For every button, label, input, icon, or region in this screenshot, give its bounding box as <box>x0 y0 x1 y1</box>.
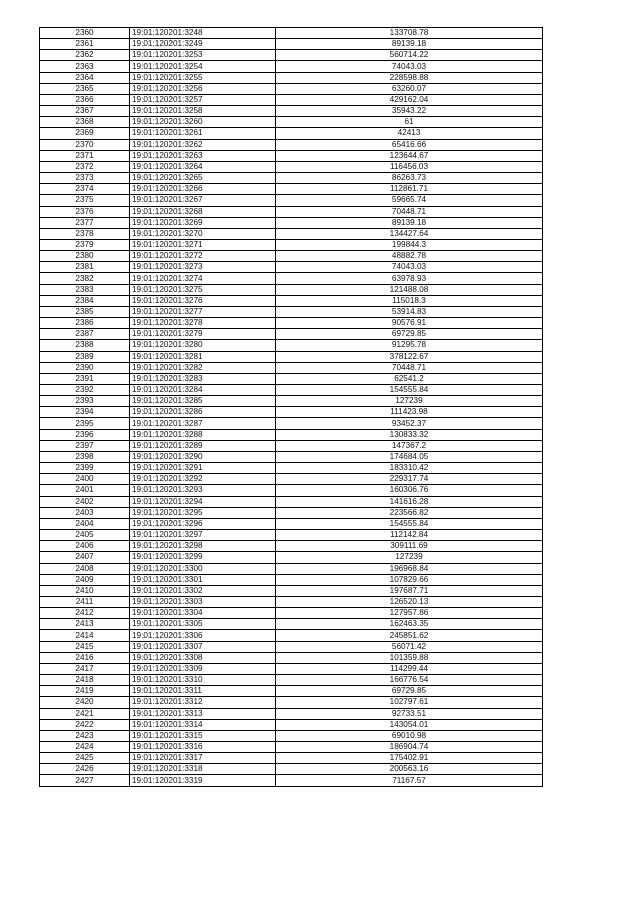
table-row <box>40 150 543 161</box>
table-row <box>40 663 543 674</box>
row-number-cell: 2395 <box>40 418 130 429</box>
cadastral-number-cell: 19:01:120201:3310 <box>130 675 276 686</box>
amount-cell: 133708.78 <box>276 28 543 39</box>
table-row <box>40 217 543 228</box>
cadastral-number-cell: 19:01:120201:3298 <box>130 541 276 552</box>
cadastral-number-cell: 19:01:120201:3254 <box>130 61 276 72</box>
row-number-cell: 2365 <box>40 83 130 94</box>
row-number-cell: 2360 <box>40 28 130 39</box>
row-number-cell: 2383 <box>40 284 130 295</box>
table-row <box>40 239 543 250</box>
amount-cell: 53914.83 <box>276 306 543 317</box>
table-row <box>40 641 543 652</box>
table-row <box>40 552 543 563</box>
amount-cell: 63260.07 <box>276 83 543 94</box>
table-row <box>40 318 543 329</box>
row-number-cell: 2373 <box>40 173 130 184</box>
row-number-cell: 2378 <box>40 228 130 239</box>
amount-cell: 378122.67 <box>276 351 543 362</box>
amount-cell: 112142.84 <box>276 530 543 541</box>
amount-cell: 228598.88 <box>276 72 543 83</box>
table-row <box>40 340 543 351</box>
row-number-cell: 2427 <box>40 775 130 786</box>
cadastral-number-cell: 19:01:120201:3264 <box>130 161 276 172</box>
cadastral-number-cell: 19:01:120201:3282 <box>130 362 276 373</box>
table-row <box>40 530 543 541</box>
table-row <box>40 652 543 663</box>
cadastral-number-cell: 19:01:120201:3257 <box>130 94 276 105</box>
amount-cell: 223566.82 <box>276 507 543 518</box>
table-row <box>40 351 543 362</box>
row-number-cell: 2406 <box>40 541 130 552</box>
row-number-cell: 2400 <box>40 474 130 485</box>
row-number-cell: 2370 <box>40 139 130 150</box>
cadastral-number-cell: 19:01:120201:3290 <box>130 451 276 462</box>
amount-cell: 229317.74 <box>276 474 543 485</box>
table-row <box>40 585 543 596</box>
cadastral-number-cell: 19:01:120201:3315 <box>130 730 276 741</box>
cadastral-number-cell: 19:01:120201:3269 <box>130 217 276 228</box>
table-row <box>40 106 543 117</box>
amount-cell: 560714.22 <box>276 50 543 61</box>
amount-cell: 89139.18 <box>276 39 543 50</box>
cadastral-number-cell: 19:01:120201:3306 <box>130 630 276 641</box>
table-row <box>40 730 543 741</box>
table-row <box>40 306 543 317</box>
table-row <box>40 753 543 764</box>
row-number-cell: 2386 <box>40 318 130 329</box>
row-number-cell: 2368 <box>40 117 130 128</box>
row-number-cell: 2426 <box>40 764 130 775</box>
table-row <box>40 228 543 239</box>
amount-cell: 147367.2 <box>276 440 543 451</box>
row-number-cell: 2384 <box>40 295 130 306</box>
cadastral-number-cell: 19:01:120201:3318 <box>130 764 276 775</box>
table-row <box>40 764 543 775</box>
table-row <box>40 596 543 607</box>
amount-cell: 69010.98 <box>276 730 543 741</box>
amount-cell: 112861.71 <box>276 184 543 195</box>
cadastral-number-cell: 19:01:120201:3299 <box>130 552 276 563</box>
cadastral-number-cell: 19:01:120201:3289 <box>130 440 276 451</box>
row-number-cell: 2407 <box>40 552 130 563</box>
amount-cell: 175402.91 <box>276 753 543 764</box>
table-row <box>40 742 543 753</box>
cadastral-number-cell: 19:01:120201:3316 <box>130 742 276 753</box>
amount-cell: 123644.67 <box>276 150 543 161</box>
cadastral-number-cell: 19:01:120201:3293 <box>130 485 276 496</box>
amount-cell: 63978.93 <box>276 273 543 284</box>
row-number-cell: 2414 <box>40 630 130 641</box>
cadastral-number-cell: 19:01:120201:3307 <box>130 641 276 652</box>
cadastral-number-cell: 19:01:120201:3281 <box>130 351 276 362</box>
cadastral-number-cell: 19:01:120201:3283 <box>130 373 276 384</box>
table-row <box>40 273 543 284</box>
row-number-cell: 2398 <box>40 451 130 462</box>
cadastral-number-cell: 19:01:120201:3304 <box>130 608 276 619</box>
amount-cell: 160306.76 <box>276 485 543 496</box>
amount-cell: 127239 <box>276 396 543 407</box>
amount-cell: 245851.62 <box>276 630 543 641</box>
cadastral-number-cell: 19:01:120201:3308 <box>130 652 276 663</box>
row-number-cell: 2387 <box>40 329 130 340</box>
table-row <box>40 262 543 273</box>
cadastral-number-cell: 19:01:120201:3300 <box>130 563 276 574</box>
table-row <box>40 184 543 195</box>
cadastral-number-cell: 19:01:120201:3284 <box>130 385 276 396</box>
row-number-cell: 2375 <box>40 195 130 206</box>
table-row <box>40 117 543 128</box>
cadastral-number-cell: 19:01:120201:3256 <box>130 83 276 94</box>
row-number-cell: 2403 <box>40 507 130 518</box>
table-row <box>40 574 543 585</box>
amount-cell: 309111.69 <box>276 541 543 552</box>
row-number-cell: 2410 <box>40 585 130 596</box>
amount-cell: 71167.57 <box>276 775 543 786</box>
table-row <box>40 28 543 39</box>
row-number-cell: 2385 <box>40 306 130 317</box>
table-row <box>40 195 543 206</box>
row-number-cell: 2389 <box>40 351 130 362</box>
row-number-cell: 2402 <box>40 496 130 507</box>
cadastral-number-cell: 19:01:120201:3305 <box>130 619 276 630</box>
cadastral-number-cell: 19:01:120201:3262 <box>130 139 276 150</box>
row-number-cell: 2421 <box>40 708 130 719</box>
row-number-cell: 2399 <box>40 463 130 474</box>
table-row <box>40 463 543 474</box>
cadastral-number-cell: 19:01:120201:3267 <box>130 195 276 206</box>
row-number-cell: 2424 <box>40 742 130 753</box>
cadastral-number-cell: 19:01:120201:3294 <box>130 496 276 507</box>
row-number-cell: 2423 <box>40 730 130 741</box>
amount-cell: 127239 <box>276 552 543 563</box>
table-row <box>40 675 543 686</box>
row-number-cell: 2397 <box>40 440 130 451</box>
row-number-cell: 2374 <box>40 184 130 195</box>
table-body <box>40 28 543 787</box>
row-number-cell: 2366 <box>40 94 130 105</box>
table-row <box>40 139 543 150</box>
row-number-cell: 2391 <box>40 373 130 384</box>
row-number-cell: 2393 <box>40 396 130 407</box>
cadastral-number-cell: 19:01:120201:3314 <box>130 719 276 730</box>
cadastral-number-cell: 19:01:120201:3297 <box>130 530 276 541</box>
table-row <box>40 39 543 50</box>
row-number-cell: 2376 <box>40 206 130 217</box>
table-row <box>40 161 543 172</box>
cadastral-number-cell: 19:01:120201:3271 <box>130 239 276 250</box>
cadastral-number-cell: 19:01:120201:3248 <box>130 28 276 39</box>
amount-cell: 61 <box>276 117 543 128</box>
table-row <box>40 373 543 384</box>
amount-cell: 199844.3 <box>276 239 543 250</box>
cadastral-number-cell: 19:01:120201:3260 <box>130 117 276 128</box>
amount-cell: 183310.42 <box>276 463 543 474</box>
cadastral-number-cell: 19:01:120201:3278 <box>130 318 276 329</box>
cadastral-number-cell: 19:01:120201:3313 <box>130 708 276 719</box>
table-row <box>40 206 543 217</box>
cadastral-number-cell: 19:01:120201:3270 <box>130 228 276 239</box>
cadastral-number-cell: 19:01:120201:3311 <box>130 686 276 697</box>
cadastral-number-cell: 19:01:120201:3272 <box>130 251 276 262</box>
table-row <box>40 329 543 340</box>
cadastral-number-cell: 19:01:120201:3291 <box>130 463 276 474</box>
row-number-cell: 2372 <box>40 161 130 172</box>
row-number-cell: 2379 <box>40 239 130 250</box>
amount-cell: 93452.37 <box>276 418 543 429</box>
table-row <box>40 563 543 574</box>
table-row <box>40 284 543 295</box>
table-row <box>40 94 543 105</box>
row-number-cell: 2381 <box>40 262 130 273</box>
row-number-cell: 2412 <box>40 608 130 619</box>
table-row <box>40 507 543 518</box>
amount-cell: 114299.44 <box>276 663 543 674</box>
amount-cell: 92733.51 <box>276 708 543 719</box>
cadastral-number-cell: 19:01:120201:3301 <box>130 574 276 585</box>
row-number-cell: 2417 <box>40 663 130 674</box>
amount-cell: 186904.74 <box>276 742 543 753</box>
row-number-cell: 2405 <box>40 530 130 541</box>
table-row <box>40 708 543 719</box>
amount-cell: 59665.74 <box>276 195 543 206</box>
amount-cell: 162463.35 <box>276 619 543 630</box>
row-number-cell: 2369 <box>40 128 130 139</box>
cadastral-number-cell: 19:01:120201:3295 <box>130 507 276 518</box>
amount-cell: 116456.03 <box>276 161 543 172</box>
table-row <box>40 72 543 83</box>
row-number-cell: 2425 <box>40 753 130 764</box>
table-row <box>40 608 543 619</box>
amount-cell: 74043.03 <box>276 61 543 72</box>
cadastral-number-cell: 19:01:120201:3263 <box>130 150 276 161</box>
table-row <box>40 518 543 529</box>
amount-cell: 42413 <box>276 128 543 139</box>
row-number-cell: 2408 <box>40 563 130 574</box>
table-row <box>40 128 543 139</box>
row-number-cell: 2364 <box>40 72 130 83</box>
row-number-cell: 2371 <box>40 150 130 161</box>
table-row <box>40 630 543 641</box>
amount-cell: 102797.61 <box>276 697 543 708</box>
cadastral-number-cell: 19:01:120201:3258 <box>130 106 276 117</box>
row-number-cell: 2380 <box>40 251 130 262</box>
amount-cell: 70448.71 <box>276 362 543 373</box>
table-row <box>40 719 543 730</box>
cadastral-number-cell: 19:01:120201:3274 <box>130 273 276 284</box>
table-row <box>40 295 543 306</box>
amount-cell: 154555.84 <box>276 518 543 529</box>
table-row <box>40 697 543 708</box>
amount-cell: 70448.71 <box>276 206 543 217</box>
cadastral-number-cell: 19:01:120201:3312 <box>130 697 276 708</box>
cadastral-number-cell: 19:01:120201:3280 <box>130 340 276 351</box>
row-number-cell: 2392 <box>40 385 130 396</box>
amount-cell: 111423.98 <box>276 407 543 418</box>
table-row <box>40 619 543 630</box>
row-number-cell: 2390 <box>40 362 130 373</box>
amount-cell: 69729.85 <box>276 329 543 340</box>
row-number-cell: 2363 <box>40 61 130 72</box>
row-number-cell: 2419 <box>40 686 130 697</box>
table-row <box>40 775 543 786</box>
data-table <box>39 27 543 787</box>
amount-cell: 143054.01 <box>276 719 543 730</box>
amount-cell: 429162.04 <box>276 94 543 105</box>
cadastral-number-cell: 19:01:120201:3255 <box>130 72 276 83</box>
cadastral-number-cell: 19:01:120201:3287 <box>130 418 276 429</box>
row-number-cell: 2388 <box>40 340 130 351</box>
cadastral-number-cell: 19:01:120201:3296 <box>130 518 276 529</box>
cadastral-number-cell: 19:01:120201:3279 <box>130 329 276 340</box>
cadastral-number-cell: 19:01:120201:3302 <box>130 585 276 596</box>
amount-cell: 197687.71 <box>276 585 543 596</box>
cadastral-number-cell: 19:01:120201:3303 <box>130 596 276 607</box>
cadastral-number-cell: 19:01:120201:3286 <box>130 407 276 418</box>
cadastral-number-cell: 19:01:120201:3265 <box>130 173 276 184</box>
cadastral-number-cell: 19:01:120201:3285 <box>130 396 276 407</box>
amount-cell: 154555.84 <box>276 385 543 396</box>
amount-cell: 65416.66 <box>276 139 543 150</box>
row-number-cell: 2394 <box>40 407 130 418</box>
cadastral-number-cell: 19:01:120201:3288 <box>130 429 276 440</box>
amount-cell: 130833.32 <box>276 429 543 440</box>
table-row <box>40 50 543 61</box>
cadastral-number-cell: 19:01:120201:3277 <box>130 306 276 317</box>
amount-cell: 141616.28 <box>276 496 543 507</box>
amount-cell: 48882.78 <box>276 251 543 262</box>
table-row <box>40 440 543 451</box>
amount-cell: 174684.05 <box>276 451 543 462</box>
row-number-cell: 2415 <box>40 641 130 652</box>
table-row <box>40 686 543 697</box>
amount-cell: 101359.88 <box>276 652 543 663</box>
amount-cell: 91295.78 <box>276 340 543 351</box>
amount-cell: 134427.64 <box>276 228 543 239</box>
cadastral-number-cell: 19:01:120201:3275 <box>130 284 276 295</box>
cadastral-number-cell: 19:01:120201:3317 <box>130 753 276 764</box>
cadastral-number-cell: 19:01:120201:3261 <box>130 128 276 139</box>
table-row <box>40 396 543 407</box>
row-number-cell: 2367 <box>40 106 130 117</box>
amount-cell: 115018.3 <box>276 295 543 306</box>
cadastral-number-cell: 19:01:120201:3253 <box>130 50 276 61</box>
cadastral-number-cell: 19:01:120201:3249 <box>130 39 276 50</box>
table-row <box>40 418 543 429</box>
row-number-cell: 2413 <box>40 619 130 630</box>
table-row <box>40 83 543 94</box>
amount-cell: 90576.91 <box>276 318 543 329</box>
table-row <box>40 474 543 485</box>
amount-cell: 200563.16 <box>276 764 543 775</box>
cadastral-number-cell: 19:01:120201:3266 <box>130 184 276 195</box>
amount-cell: 121488.08 <box>276 284 543 295</box>
table-row <box>40 541 543 552</box>
row-number-cell: 2416 <box>40 652 130 663</box>
table-row <box>40 451 543 462</box>
amount-cell: 69729.85 <box>276 686 543 697</box>
amount-cell: 196968.84 <box>276 563 543 574</box>
amount-cell: 166776.54 <box>276 675 543 686</box>
cadastral-number-cell: 19:01:120201:3319 <box>130 775 276 786</box>
cadastral-number-cell: 19:01:120201:3276 <box>130 295 276 306</box>
row-number-cell: 2409 <box>40 574 130 585</box>
table-row <box>40 385 543 396</box>
row-number-cell: 2401 <box>40 485 130 496</box>
row-number-cell: 2404 <box>40 518 130 529</box>
table-row <box>40 496 543 507</box>
cadastral-number-cell: 19:01:120201:3268 <box>130 206 276 217</box>
table-row <box>40 429 543 440</box>
amount-cell: 74043.03 <box>276 262 543 273</box>
table-row <box>40 407 543 418</box>
amount-cell: 107829.66 <box>276 574 543 585</box>
table-row <box>40 61 543 72</box>
table-row <box>40 485 543 496</box>
row-number-cell: 2361 <box>40 39 130 50</box>
amount-cell: 35943.22 <box>276 106 543 117</box>
row-number-cell: 2396 <box>40 429 130 440</box>
cadastral-number-cell: 19:01:120201:3273 <box>130 262 276 273</box>
amount-cell: 127957.86 <box>276 608 543 619</box>
row-number-cell: 2377 <box>40 217 130 228</box>
cadastral-number-cell: 19:01:120201:3292 <box>130 474 276 485</box>
cadastral-number-cell: 19:01:120201:3309 <box>130 663 276 674</box>
table-row <box>40 251 543 262</box>
amount-cell: 86263.73 <box>276 173 543 184</box>
table-row <box>40 362 543 373</box>
row-number-cell: 2382 <box>40 273 130 284</box>
row-number-cell: 2362 <box>40 50 130 61</box>
row-number-cell: 2420 <box>40 697 130 708</box>
row-number-cell: 2422 <box>40 719 130 730</box>
row-number-cell: 2418 <box>40 675 130 686</box>
table-row <box>40 173 543 184</box>
amount-cell: 56071.42 <box>276 641 543 652</box>
row-number-cell: 2411 <box>40 596 130 607</box>
amount-cell: 126520.13 <box>276 596 543 607</box>
amount-cell: 62541.2 <box>276 373 543 384</box>
amount-cell: 89139.18 <box>276 217 543 228</box>
